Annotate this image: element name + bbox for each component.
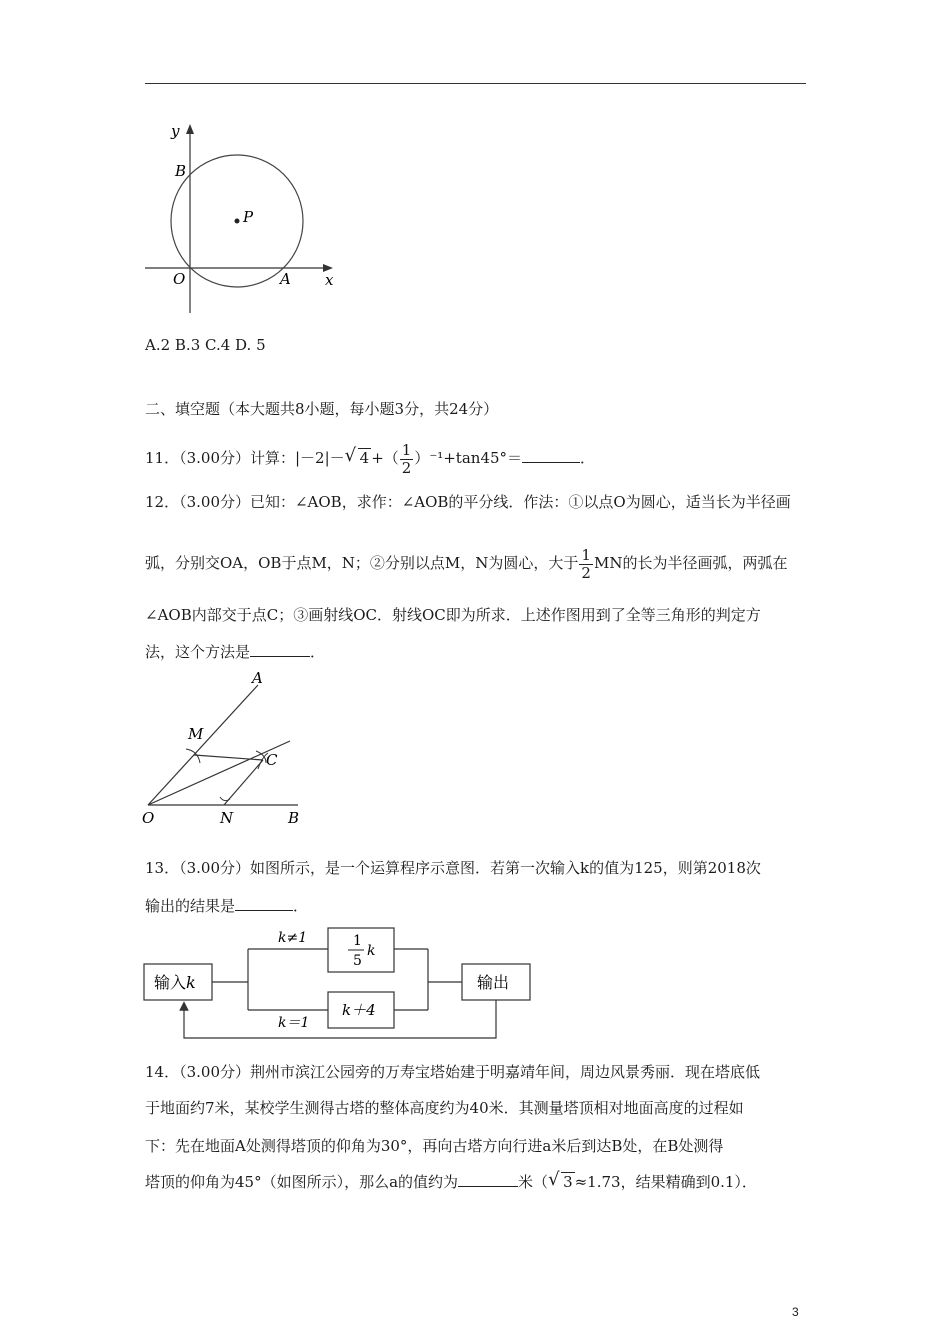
q14-line4-mid: 米（ bbox=[518, 1173, 549, 1191]
q11-fraction bbox=[400, 442, 414, 477]
q12-line3: ∠AOB内部交于点C；③画射线OC．射线OC即为所求．上述作图用到了全等三角形的判定方 bbox=[145, 606, 761, 624]
label-m: M bbox=[188, 725, 204, 743]
q12-line4-end: ． bbox=[310, 643, 326, 661]
q12-frac-num: 1 bbox=[581, 545, 591, 564]
q12-line2 bbox=[145, 546, 787, 582]
ray-oa bbox=[148, 685, 258, 805]
label-p: P bbox=[243, 208, 254, 226]
q14-line1: 14．（3.00分）荆州市滨江公园旁的万寿宝塔始建于明嘉靖年间，周边风景秀丽．现在塔底低 bbox=[145, 1063, 760, 1081]
q14-sqrt: √ 3 bbox=[548, 1169, 573, 1191]
q12-line4-text: 法，这个方法是 bbox=[145, 643, 251, 661]
q11-mid: +（ bbox=[371, 449, 399, 467]
q14-sqrt-body: 3 bbox=[563, 1173, 573, 1191]
top-condition: k≠1 bbox=[278, 930, 308, 946]
label-a: A bbox=[252, 669, 263, 687]
q12-frac-den: 2 bbox=[581, 563, 591, 582]
q13-line1: 13．（3.00分）如图所示，是一个运算程序示意图．若第一次输入k的值为125，则第2018次 bbox=[145, 859, 761, 877]
program-flowchart bbox=[140, 922, 540, 1047]
q12-line1: 12．（3.00分）已知：∠AOB，求作：∠AOB的平分线．作法：①以点O为圆心，适当长为半径画 bbox=[145, 493, 791, 511]
q12-line2-post: MN的长为半径画弧，两弧在 bbox=[593, 554, 788, 572]
q14-line3: 下：先在地面A处测得塔顶的仰角为30°，再向古塔方向行进a米后到达B处，在B处测得 bbox=[145, 1137, 724, 1155]
question-11 bbox=[145, 441, 595, 477]
q13-line2-text: 输出的结果是 bbox=[145, 897, 236, 915]
q11-frac-num: 1 bbox=[401, 440, 412, 459]
bottom-expression: k＋4 bbox=[342, 1001, 376, 1019]
q12-line4 bbox=[145, 642, 325, 662]
header-rule bbox=[145, 83, 806, 84]
q11-frac-den: 2 bbox=[401, 458, 412, 477]
q11-sqrt-body: 4 bbox=[359, 449, 370, 467]
section2-title: 二、填空题（本大题共8小题，每小题3分，共24分） bbox=[145, 400, 499, 418]
output-label: 输出 bbox=[477, 973, 510, 992]
page-number: 3 bbox=[792, 1305, 799, 1319]
top-frac-den: 5 bbox=[353, 953, 362, 969]
q13-line2 bbox=[145, 896, 308, 916]
q10-options: A.2 B.3 C.4 D. 5 bbox=[145, 336, 266, 354]
bottom-condition: k＝1 bbox=[278, 1015, 310, 1031]
q14-line2: 于地面约7米，某校学生测得古塔的整体高度约为40米．其测量塔顶相对地面高度的过程如 bbox=[145, 1099, 744, 1117]
label-a: A bbox=[280, 270, 291, 288]
q12-answer-blank[interactable] bbox=[250, 642, 310, 657]
label-n: N bbox=[220, 809, 234, 827]
q11-prefix: 11．（3.00分）计算：|－2|－ bbox=[145, 449, 345, 467]
top-frac-var: k bbox=[367, 943, 376, 959]
label-b: B bbox=[175, 162, 187, 180]
circle-coordinate-figure bbox=[140, 118, 350, 318]
q13-answer-blank[interactable] bbox=[235, 896, 293, 911]
q14-line4 bbox=[145, 1169, 757, 1192]
top-frac-num: 1 bbox=[353, 933, 362, 949]
label-x: x bbox=[325, 271, 334, 289]
angle-bisector-figure bbox=[138, 665, 318, 835]
q14-line4-post: ≈1.73，结果精确到0.1）． bbox=[574, 1173, 757, 1191]
label-o: O bbox=[142, 809, 155, 827]
q14-answer-blank[interactable] bbox=[458, 1172, 518, 1187]
arc-at-n bbox=[220, 797, 230, 801]
q11-answer-blank[interactable] bbox=[522, 448, 580, 463]
label-y: y bbox=[171, 122, 180, 140]
q11-suffix: ）⁻¹+tan45°＝ bbox=[414, 449, 523, 467]
q11-end: ． bbox=[580, 449, 596, 467]
y-axis-arrow bbox=[186, 124, 194, 134]
input-label: 输入k bbox=[154, 973, 196, 992]
q12-line2-pre: 弧，分别交OA，OB于点M，N；②分别以点M，N为圆心，大于 bbox=[145, 554, 579, 572]
label-c: C bbox=[266, 751, 278, 769]
q12-fraction bbox=[579, 547, 593, 582]
label-b: B bbox=[288, 809, 300, 827]
q13-line2-end: ． bbox=[293, 897, 309, 915]
q11-sqrt: √ 4 bbox=[344, 445, 370, 467]
segment-nc bbox=[224, 760, 263, 805]
q14-line4-pre: 塔顶的仰角为45°（如图所示），那么a的值约为 bbox=[145, 1173, 459, 1191]
center-point-p bbox=[235, 219, 240, 224]
label-o: O bbox=[173, 270, 186, 288]
